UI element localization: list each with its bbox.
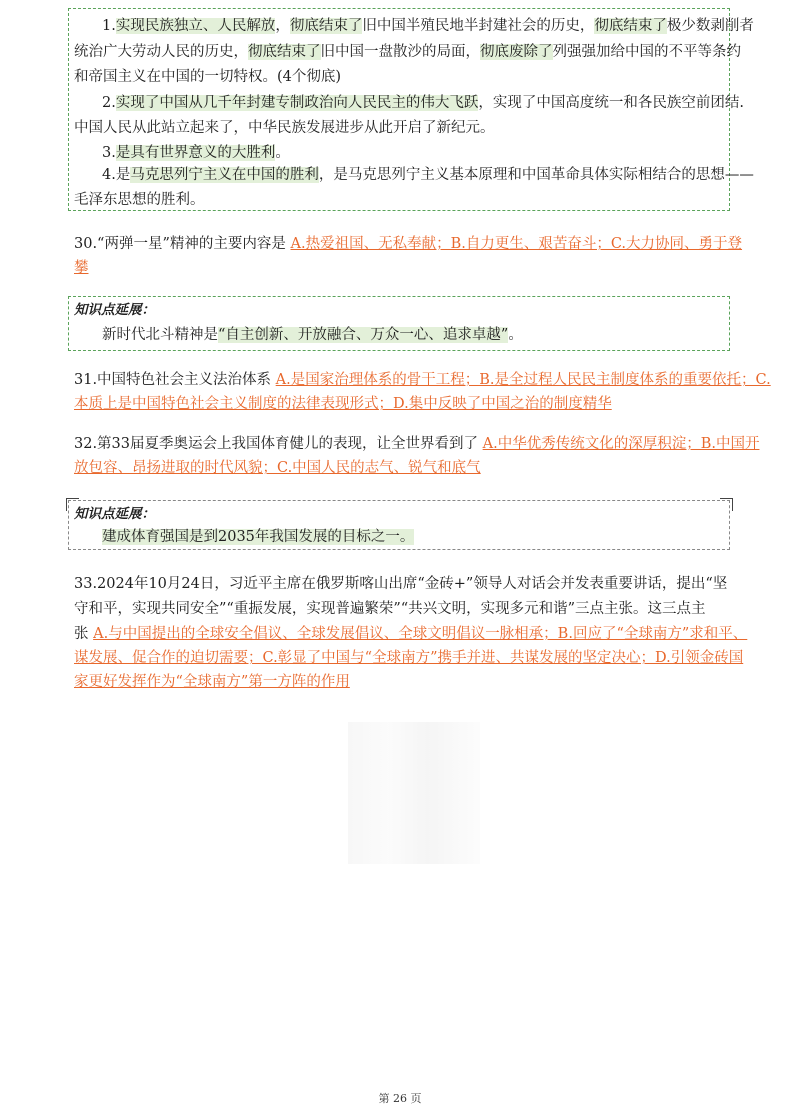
question-stem: 30.“两弹一星”精神的主要内容是: [74, 236, 291, 252]
text: 旧中国一盘散沙的局面，: [320, 44, 480, 60]
text: 列强强加给中国的不平等条约: [552, 44, 741, 60]
extension-text: [102, 527, 414, 547]
question-stem: 张: [74, 626, 94, 642]
crop-mark: [720, 498, 733, 511]
highlight: 彻底结束了: [248, 44, 321, 60]
page-number: 第 26 页: [378, 1092, 422, 1105]
summary-line-7: [102, 165, 754, 185]
answer: A.是国家治理体系的骨干工程；B.是全过程人民民主制度体系的重要依托；C.: [275, 372, 771, 388]
summary-line-5: 中国人民从此站立起来了，中华民族发展进步从此开启了新纪元。: [74, 120, 495, 136]
highlight: 实现了中国从几千年封建专制政治向人民民主的伟大飞跃: [115, 95, 479, 111]
extension-title: 知识点延展：: [74, 506, 155, 522]
background-watermark: [348, 722, 480, 864]
extension-text: [102, 325, 523, 345]
text: ，: [275, 18, 290, 34]
summary-line-6: [102, 143, 290, 163]
highlight: 实现民族独立、人民解放: [115, 18, 276, 34]
text: 1.: [102, 18, 116, 34]
text: 新时代北斗精神是: [102, 327, 218, 343]
text: 4.是: [102, 167, 131, 183]
q33-line-4: 谋发展、促合作的迫切需要；C.彰显了中国与“全球南方”携手并进、共谋发展的坚定决心；D.引领金砖国: [74, 650, 744, 666]
summary-line-4: [102, 93, 744, 113]
text: 统治广大劳动人民的历史，: [74, 44, 248, 60]
q33-line-5: 家更好发挥作为“全球南方”第一方阵的作用: [74, 674, 350, 690]
summary-line-3: 和帝国主义在中国的一切特权。(4个彻底): [74, 69, 342, 85]
answer: A.与中国提出的全球安全倡议、全球发展倡议、全球文明倡议一脉相承；B.回应了“全球南方”求和平、: [93, 626, 748, 642]
text: ，实现了中国高度统一和各民族空前团结.: [478, 95, 744, 111]
text: 旧中国半殖民地半封建社会的历史，: [362, 18, 595, 34]
highlight: 马克思列宁主义在中国的胜利: [130, 167, 319, 183]
answer: A.中华优秀传统文化的深厚积淀；B.中国开: [482, 436, 760, 452]
q31-line-2: 本质上是中国特色社会主义制度的法律表现形式；D.集中反映了中国之治的制度精华: [74, 396, 612, 412]
answer: A.热爱祖国、无私奉献；B.自力更生、艰苦奋斗；C.大力协同、勇于登: [290, 236, 743, 252]
extension-title: 知识点延展：: [74, 302, 155, 318]
summary-line-1: [102, 16, 754, 36]
text: 2.: [102, 95, 116, 111]
highlight: 彻底废除了: [480, 44, 553, 60]
question-stem: 32.第33届夏季奥运会上我国体育健儿的表现，让全世界看到了: [74, 436, 483, 452]
text: ，是马克思列宁主义基本原理和中国革命具体实际相结合的思想——: [318, 167, 754, 183]
q30-line-1: [74, 234, 742, 254]
q33-line-2: 守和平，实现共同安全”“重振发展，实现普遍繁荣”“共兴文明，实现多元和谐”三点主张。这三点主: [74, 601, 706, 617]
q31-line-1: [74, 370, 771, 390]
text: 极少数剥削者: [666, 18, 754, 34]
q33-line-3: [74, 624, 747, 644]
q32-line-1: [74, 434, 759, 454]
summary-line-8: 毛泽东思想的胜利。: [74, 192, 205, 208]
q32-line-2: 放包容、昂扬进取的时代风貌；C.中国人民的志气、锐气和底气: [74, 460, 481, 476]
highlight: 彻底结束了: [289, 18, 363, 34]
highlight: “自主创新、开放融合、万众一心、追求卓越”: [218, 327, 509, 343]
highlight: 建成体育强国是到2035年我国发展的目标之一。: [102, 529, 415, 545]
text: 。: [275, 145, 290, 161]
summary-line-2: [74, 42, 741, 62]
q33-line-1: 33.2024年10月24日，习近平主席在俄罗斯喀山出席“金砖+”领导人对话会并发表重要讲话，提出“坚: [74, 576, 728, 592]
text: 3.: [102, 145, 116, 161]
highlight: 是具有世界意义的大胜利: [115, 145, 276, 161]
question-stem: 31.中国特色社会主义法治体系: [74, 372, 276, 388]
q30-line-2: 攀: [74, 260, 89, 276]
highlight: 彻底结束了: [594, 18, 667, 34]
text: 。: [508, 327, 523, 343]
